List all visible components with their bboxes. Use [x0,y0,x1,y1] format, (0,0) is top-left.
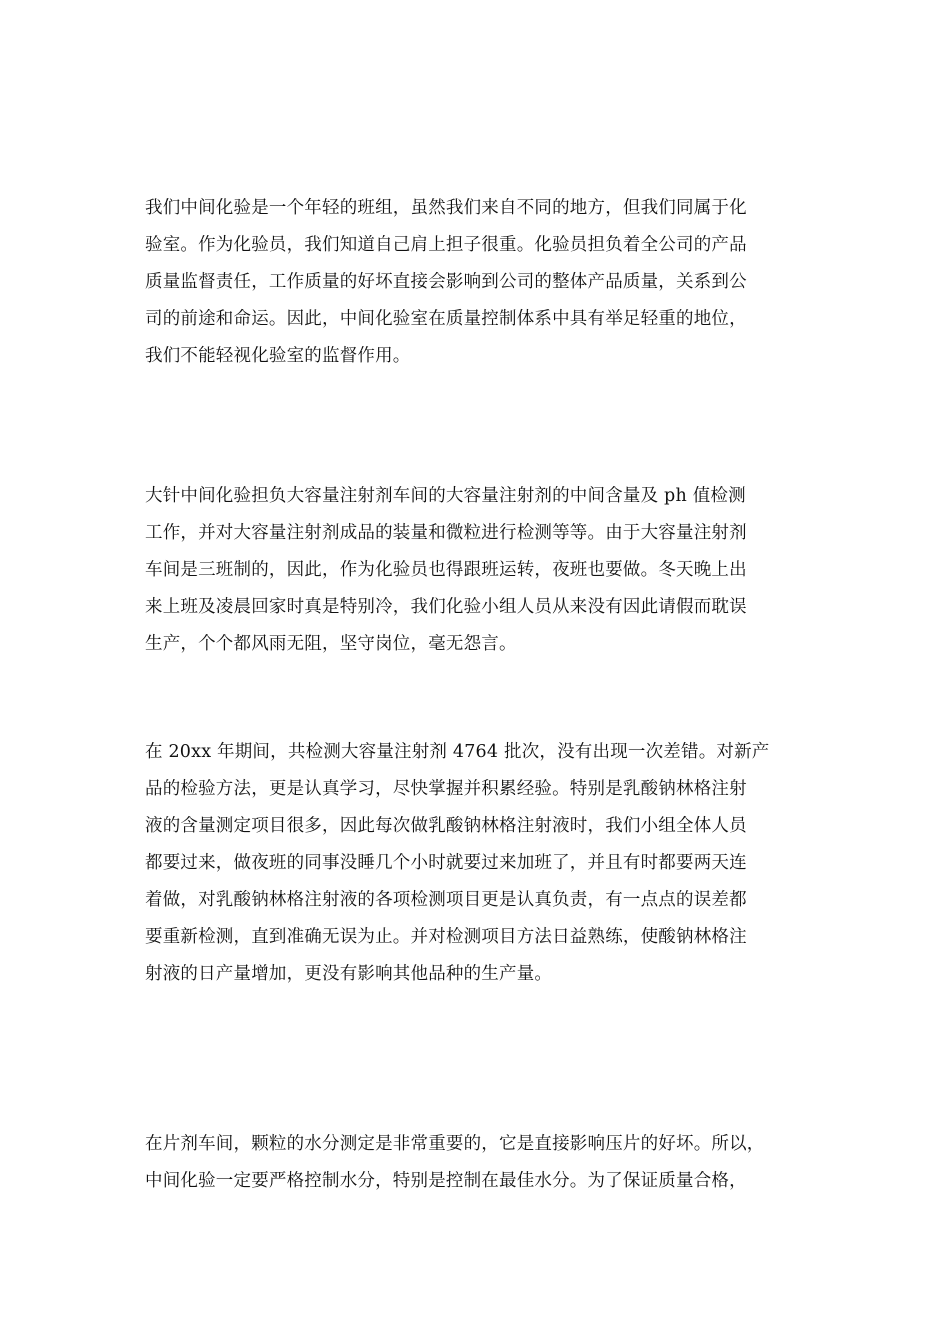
paragraph-line: 车间是三班制的，因此，作为化验员也得跟班运转，夜班也要做。冬天晚上出 [145,560,747,580]
paragraph-line: 射液的日产量增加，更没有影响其他品种的生产量。 [145,964,553,984]
paragraph-line: 中间化验一定要严格控制水分，特别是控制在最佳水分。为了保证质量合格， [145,1171,747,1191]
paragraph-line: 着做，对乳酸钠林格注射液的各项检测项目更是认真负责，有一点点的误差都 [145,890,747,910]
paragraph-line: 生产，个个都风雨无阻，坚守岗位，毫无怨言。 [145,634,517,654]
paragraph-line: 来上班及凌晨回家时真是特别冷，我们化验小组人员从来没有因此请假而耽误 [145,597,747,617]
paragraph-1 [145,190,815,375]
paragraph-line: 我们中间化验是一个年轻的班组，虽然我们来自不同的地方，但我们同属于化 [145,198,747,218]
paragraph-line: 工作，并对大容量注射剂成品的装量和微粒进行检测等等。由于大容量注射剂 [145,523,747,543]
paragraph-line: 在片剂车间，颗粒的水分测定是非常重要的，它是直接影响压片的好坏。所以， [145,1134,765,1154]
paragraph-line: 质量监督责任，工作质量的好坏直接会影响到公司的整体产品质量，关系到公 [145,272,747,292]
paragraph-2 [145,478,815,663]
paragraph-line: 验室。作为化验员，我们知道自己肩上担子很重。化验员担负着全公司的产品 [145,235,747,255]
paragraph-line: 司的前途和命运。因此，中间化验室在质量控制体系中具有举足轻重的地位， [145,309,747,329]
paragraph-line: 都要过来，做夜班的同事没睡几个小时就要过来加班了，并且有时都要两天连 [145,853,747,873]
paragraph-line: 液的含量测定项目很多，因此每次做乳酸钠林格注射液时，我们小组全体人员 [145,816,747,836]
paragraph-3 [145,734,815,993]
paragraph-line: 要重新检测，直到准确无误为止。并对检测项目方法日益熟练，使酸钠林格注 [145,927,747,947]
paragraph-4 [145,1126,815,1200]
paragraph-line: 大针中间化验担负大容量注射剂车间的大容量注射剂的中间含量及 ph 值检测 [145,486,746,506]
paragraph-line: 我们不能轻视化验室的监督作用。 [145,346,411,366]
paragraph-line: 在 20xx 年期间，共检测大容量注射剂 4764 批次，没有出现一次差错。对新产 [145,742,770,762]
paragraph-line: 品的检验方法，更是认真学习，尽快掌握并积累经验。特别是乳酸钠林格注射 [145,779,747,799]
